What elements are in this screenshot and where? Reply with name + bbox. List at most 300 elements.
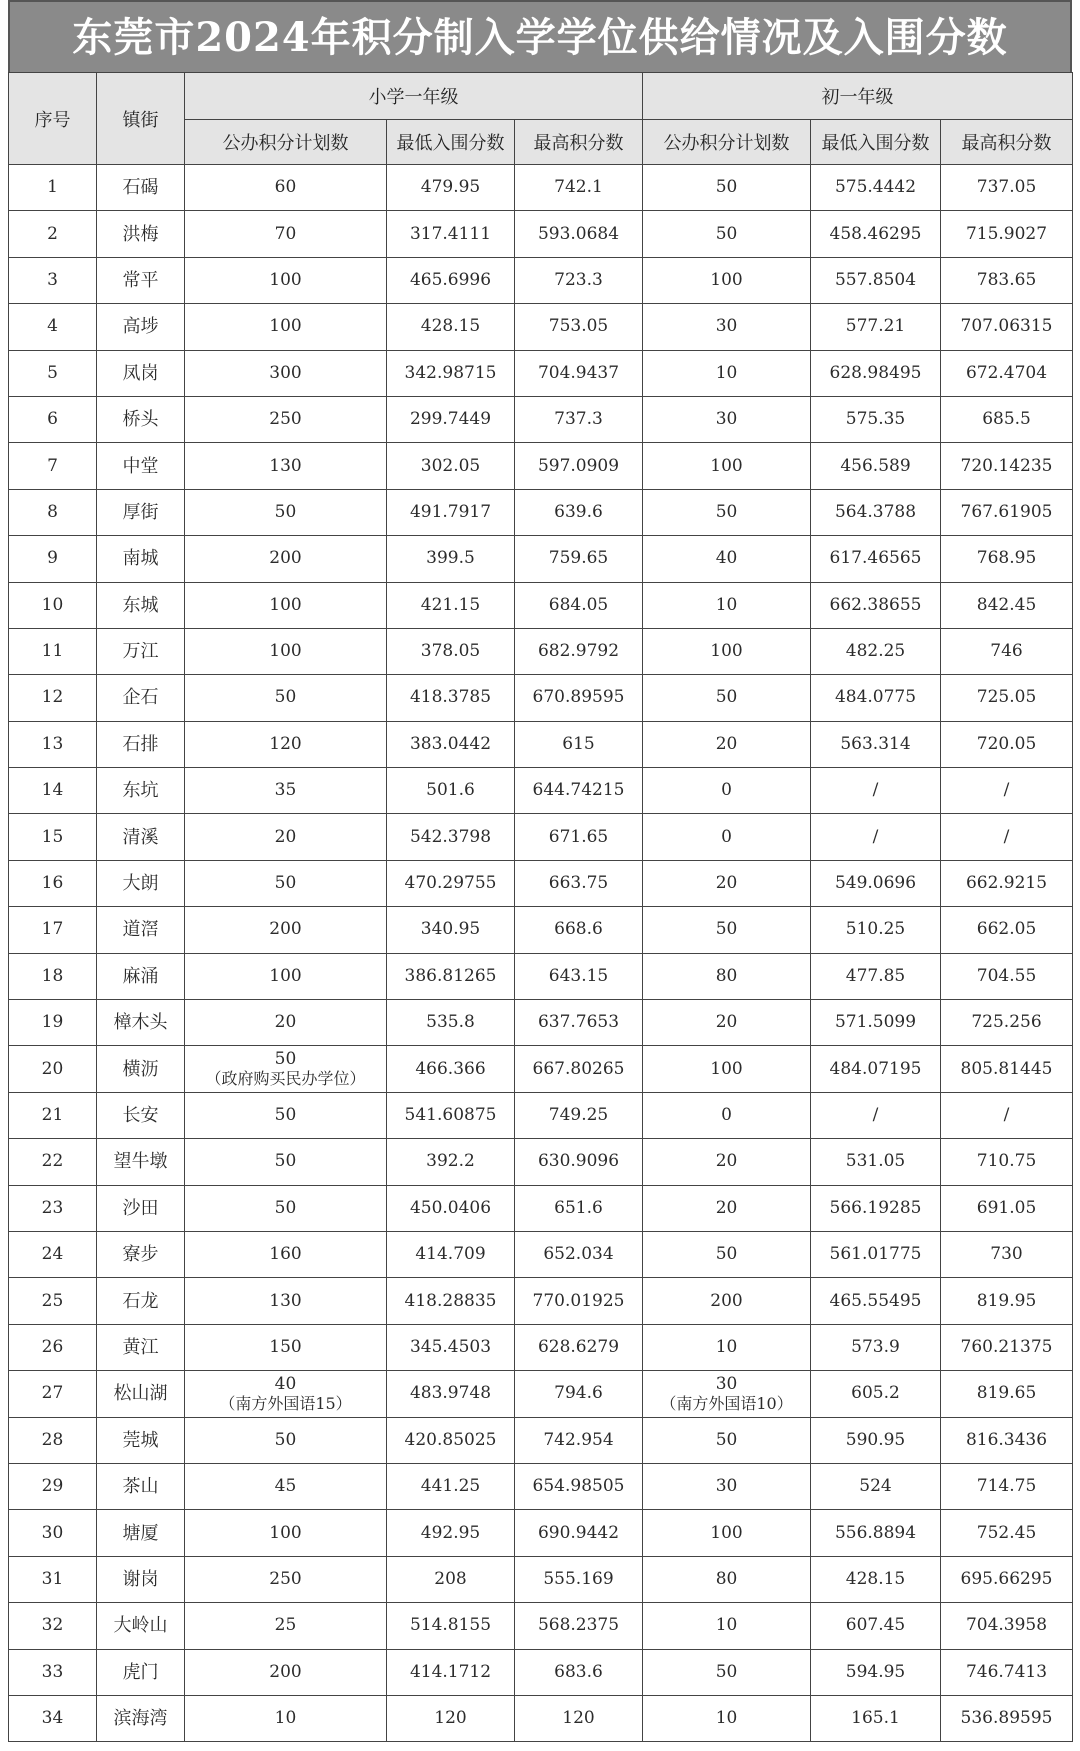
cell-primary-min bbox=[387, 907, 515, 953]
cell-index bbox=[9, 1324, 97, 1370]
cell-primary-max-value: 593.0684 bbox=[537, 223, 620, 244]
cell-index-value: 14 bbox=[41, 780, 64, 801]
cell-primary-plan bbox=[185, 768, 387, 814]
cell-junior-min bbox=[811, 1185, 941, 1231]
cell-junior-plan-value: 20 bbox=[715, 733, 738, 754]
cell-town bbox=[97, 396, 185, 442]
cell-town-value: 横沥 bbox=[122, 1058, 159, 1080]
cell-primary-max bbox=[515, 1046, 643, 1092]
cell-junior-max-value: 685.5 bbox=[982, 409, 1031, 430]
cell-junior-min-value: 571.5099 bbox=[834, 1012, 917, 1033]
table-row bbox=[9, 860, 1073, 906]
cell-primary-min-value: 501.6 bbox=[426, 780, 475, 801]
cell-primary-plan bbox=[185, 1510, 387, 1556]
cell-index-value: 30 bbox=[41, 1522, 64, 1543]
cell-primary-min-value: 465.6996 bbox=[409, 269, 492, 290]
cell-junior-min bbox=[811, 536, 941, 582]
cell-index-value: 17 bbox=[41, 919, 64, 940]
cell-town bbox=[97, 1278, 185, 1324]
cell-town-value: 洪梅 bbox=[122, 223, 159, 245]
cell-junior-plan bbox=[643, 860, 811, 906]
cell-primary-max-value: 630.9096 bbox=[537, 1151, 620, 1172]
cell-town-value: 万江 bbox=[122, 641, 159, 663]
cell-primary-plan bbox=[185, 1185, 387, 1231]
cell-town-value: 道滘 bbox=[122, 919, 159, 941]
cell-primary-plan-value: 100 bbox=[269, 269, 302, 290]
cell-junior-min bbox=[811, 1649, 941, 1695]
cell-town-value: 南城 bbox=[122, 548, 159, 570]
cell-index-value: 13 bbox=[41, 733, 64, 754]
cell-primary-min bbox=[387, 1371, 515, 1417]
cell-junior-plan-value: 100 bbox=[710, 641, 743, 662]
cell-junior-plan bbox=[643, 1556, 811, 1602]
cell-primary-plan bbox=[185, 1649, 387, 1695]
cell-index-value: 29 bbox=[41, 1476, 64, 1497]
cell-junior-min bbox=[811, 582, 941, 628]
cell-primary-min bbox=[387, 489, 515, 535]
cell-junior-max bbox=[941, 1417, 1073, 1463]
cell-primary-min bbox=[387, 1510, 515, 1556]
cell-primary-plan bbox=[185, 1231, 387, 1277]
table-row bbox=[9, 953, 1073, 999]
cell-junior-min-value: 594.95 bbox=[845, 1661, 906, 1682]
cell-junior-plan bbox=[643, 396, 811, 442]
cell-junior-min bbox=[811, 814, 941, 860]
cell-town-value: 望牛墩 bbox=[113, 1151, 168, 1173]
cell-primary-min-value: 414.709 bbox=[415, 1244, 486, 1265]
cell-town bbox=[97, 582, 185, 628]
cell-junior-plan bbox=[643, 1000, 811, 1046]
table-row bbox=[9, 1463, 1073, 1509]
cell-primary-min-value: 542.3798 bbox=[409, 826, 492, 847]
cell-town-value: 桥头 bbox=[122, 409, 159, 431]
cell-primary-min-value: 418.28835 bbox=[404, 1290, 497, 1311]
cell-index-value: 26 bbox=[41, 1336, 64, 1357]
cell-junior-max-value: 746 bbox=[990, 641, 1023, 662]
cell-town bbox=[97, 907, 185, 953]
cell-index bbox=[9, 768, 97, 814]
cell-primary-max bbox=[515, 628, 643, 674]
cell-index bbox=[9, 582, 97, 628]
cell-junior-plan bbox=[643, 721, 811, 767]
cell-primary-plan bbox=[185, 814, 387, 860]
cell-index bbox=[9, 165, 97, 211]
cell-junior-plan-value: 80 bbox=[715, 965, 738, 986]
table-row bbox=[9, 257, 1073, 303]
cell-town-value: 高埗 bbox=[122, 316, 159, 338]
cell-junior-min bbox=[811, 1324, 941, 1370]
cell-junior-max bbox=[941, 1463, 1073, 1509]
cell-junior-plan bbox=[643, 628, 811, 674]
cell-primary-plan-value: 50 bbox=[274, 687, 297, 708]
cell-primary-plan-value: 130 bbox=[269, 1290, 302, 1311]
cell-town bbox=[97, 257, 185, 303]
cell-primary-min bbox=[387, 1695, 515, 1741]
cell-junior-max bbox=[941, 165, 1073, 211]
cell-primary-min bbox=[387, 1463, 515, 1509]
cell-junior-plan-value: 100 bbox=[710, 455, 743, 476]
cell-town bbox=[97, 1046, 185, 1092]
cell-index bbox=[9, 304, 97, 350]
cell-town bbox=[97, 489, 185, 535]
cell-junior-plan bbox=[643, 768, 811, 814]
cell-primary-max-value: 683.6 bbox=[554, 1661, 603, 1682]
cell-primary-plan-value: 130 bbox=[269, 455, 302, 476]
cell-primary-plan bbox=[185, 1324, 387, 1370]
cell-primary-min bbox=[387, 350, 515, 396]
cell-junior-min bbox=[811, 1046, 941, 1092]
cell-primary-min bbox=[387, 1278, 515, 1324]
cell-index-value: 24 bbox=[41, 1244, 64, 1265]
cell-index-value: 34 bbox=[41, 1708, 64, 1729]
cell-index bbox=[9, 396, 97, 442]
cell-primary-plan bbox=[185, 721, 387, 767]
cell-primary-min bbox=[387, 165, 515, 211]
cell-primary-max bbox=[515, 489, 643, 535]
cell-primary-min-value: 450.0406 bbox=[409, 1197, 492, 1218]
cell-primary-max bbox=[515, 721, 643, 767]
cell-junior-plan bbox=[643, 1046, 811, 1092]
cell-junior-max bbox=[941, 257, 1073, 303]
cell-primary-max bbox=[515, 953, 643, 999]
cell-junior-max-value: / bbox=[1003, 826, 1010, 847]
cell-primary-plan bbox=[185, 536, 387, 582]
cell-junior-max-value: 730 bbox=[990, 1244, 1023, 1265]
cell-primary-max-value: 794.6 bbox=[554, 1383, 603, 1404]
cell-primary-plan bbox=[185, 1695, 387, 1741]
cell-primary-min-value: 392.2 bbox=[426, 1151, 475, 1172]
cell-index bbox=[9, 1603, 97, 1649]
cell-primary-plan bbox=[185, 953, 387, 999]
cell-town bbox=[97, 443, 185, 489]
cell-junior-min-value: 607.45 bbox=[845, 1615, 906, 1636]
cell-junior-plan-value: 30 bbox=[715, 316, 738, 337]
cell-junior-max-value: 536.89595 bbox=[960, 1708, 1053, 1729]
cell-index-value: 18 bbox=[41, 965, 64, 986]
table-row bbox=[9, 211, 1073, 257]
table-row bbox=[9, 1510, 1073, 1556]
cell-junior-max bbox=[941, 1695, 1073, 1741]
cell-junior-max bbox=[941, 211, 1073, 257]
cell-primary-min-value: 414.1712 bbox=[409, 1661, 492, 1682]
cell-junior-max bbox=[941, 1510, 1073, 1556]
cell-junior-min-value: 477.85 bbox=[845, 965, 906, 986]
cell-junior-min-value: 557.8504 bbox=[834, 269, 917, 290]
cell-junior-plan-value: 50 bbox=[715, 919, 738, 940]
cell-primary-plan-value: 100 bbox=[269, 316, 302, 337]
cell-primary-max-value: 597.0909 bbox=[537, 455, 620, 476]
cell-primary-plan bbox=[185, 489, 387, 535]
cell-junior-min-value: 662.38655 bbox=[829, 594, 922, 615]
header-primary-plan: 公办积分计划数 bbox=[185, 120, 387, 165]
cell-town bbox=[97, 953, 185, 999]
cell-primary-plan-value: 35 bbox=[274, 780, 297, 801]
cell-junior-plan bbox=[643, 582, 811, 628]
cell-primary-min-value: 208 bbox=[434, 1568, 467, 1589]
cell-junior-plan bbox=[643, 1695, 811, 1741]
cell-index-value: 19 bbox=[41, 1012, 64, 1033]
cell-primary-max-value: 568.2375 bbox=[537, 1615, 620, 1636]
cell-town bbox=[97, 1510, 185, 1556]
cell-primary-plan-value: 160 bbox=[269, 1244, 302, 1265]
cell-primary-plan-value: 50 bbox=[274, 1197, 297, 1218]
cell-primary-plan-value: 100 bbox=[269, 1522, 302, 1543]
cell-junior-max bbox=[941, 1231, 1073, 1277]
cell-primary-min bbox=[387, 1231, 515, 1277]
cell-index bbox=[9, 1278, 97, 1324]
cell-junior-min-value: 465.55495 bbox=[829, 1290, 922, 1311]
cell-junior-max-value: 695.66295 bbox=[960, 1568, 1053, 1589]
cell-junior-min-value: / bbox=[872, 780, 879, 801]
cell-primary-min-value: 514.8155 bbox=[409, 1615, 492, 1636]
cell-town-value: 沙田 bbox=[122, 1197, 159, 1219]
table-row bbox=[9, 536, 1073, 582]
cell-town-value: 东城 bbox=[122, 594, 159, 616]
cell-index bbox=[9, 211, 97, 257]
cell-junior-min-value: / bbox=[872, 826, 879, 847]
cell-junior-max bbox=[941, 721, 1073, 767]
cell-junior-plan-value: 10 bbox=[715, 1615, 738, 1636]
cell-index-value: 10 bbox=[41, 594, 64, 615]
cell-primary-min-value: 483.9748 bbox=[409, 1383, 492, 1404]
cell-primary-max-value: 654.98505 bbox=[532, 1476, 625, 1497]
cell-primary-min-value: 420.85025 bbox=[404, 1429, 497, 1450]
cell-junior-max-value: 842.45 bbox=[976, 594, 1037, 615]
cell-primary-min-value: 479.95 bbox=[420, 177, 481, 198]
cell-primary-max-value: 555.169 bbox=[543, 1568, 614, 1589]
cell-index-value: 1 bbox=[47, 177, 58, 198]
cell-junior-plan-value: 50 bbox=[715, 1429, 738, 1450]
cell-town-value: 石碣 bbox=[122, 177, 159, 199]
cell-junior-max bbox=[941, 536, 1073, 582]
cell-junior-max-value: 704.3958 bbox=[965, 1615, 1048, 1636]
cell-town bbox=[97, 1603, 185, 1649]
cell-junior-min bbox=[811, 1371, 941, 1417]
cell-primary-plan bbox=[185, 257, 387, 303]
cell-index bbox=[9, 860, 97, 906]
table-row bbox=[9, 165, 1073, 211]
cell-junior-plan bbox=[643, 675, 811, 721]
cell-primary-max bbox=[515, 1092, 643, 1138]
cell-index-value: 6 bbox=[47, 409, 58, 430]
cell-index-value: 5 bbox=[47, 362, 58, 383]
cell-town bbox=[97, 1231, 185, 1277]
cell-primary-plan-value: 200 bbox=[269, 919, 302, 940]
cell-junior-max-value: 783.65 bbox=[976, 269, 1037, 290]
cell-junior-plan-value: 30 bbox=[715, 409, 738, 430]
cell-junior-max-value: 767.61905 bbox=[960, 501, 1053, 522]
cell-junior-plan-value: 0 bbox=[721, 1105, 732, 1125]
cell-junior-min bbox=[811, 1463, 941, 1509]
table-row bbox=[9, 350, 1073, 396]
cell-primary-plan bbox=[185, 1371, 387, 1417]
cell-junior-max bbox=[941, 1046, 1073, 1092]
cell-town-value: 虎门 bbox=[122, 1661, 159, 1683]
cell-primary-min bbox=[387, 1417, 515, 1463]
cell-town-value: 黄江 bbox=[122, 1336, 159, 1358]
table-body bbox=[9, 165, 1073, 1742]
cell-primary-min-value: 317.4111 bbox=[409, 223, 492, 244]
cell-junior-min-value: 484.07195 bbox=[829, 1058, 922, 1079]
admission-score-table bbox=[8, 72, 1073, 1742]
cell-junior-max-value: 707.06315 bbox=[960, 316, 1053, 337]
cell-junior-min-value: 575.4442 bbox=[834, 177, 917, 198]
cell-index bbox=[9, 1556, 97, 1602]
cell-junior-min bbox=[811, 443, 941, 489]
cell-junior-min-value: 165.1 bbox=[851, 1708, 900, 1729]
cell-junior-plan bbox=[643, 1510, 811, 1556]
cell-junior-plan-value: 50 bbox=[715, 177, 738, 198]
cell-junior-plan-value: 0 bbox=[721, 826, 732, 847]
cell-primary-min bbox=[387, 257, 515, 303]
cell-index-value: 23 bbox=[41, 1197, 64, 1218]
cell-index bbox=[9, 907, 97, 953]
header-primary-min: 最低入围分数 bbox=[387, 120, 515, 165]
cell-junior-plan-value: 10 bbox=[715, 362, 738, 383]
cell-town bbox=[97, 1695, 185, 1741]
cell-primary-max-value: 652.034 bbox=[543, 1244, 614, 1265]
cell-index bbox=[9, 1000, 97, 1046]
cell-primary-max bbox=[515, 1603, 643, 1649]
table-row bbox=[9, 1000, 1073, 1046]
cell-town-value: 寮步 bbox=[122, 1244, 159, 1266]
cell-index bbox=[9, 1371, 97, 1417]
cell-primary-plan-value: 300 bbox=[269, 362, 302, 383]
cell-junior-min-value: 531.05 bbox=[845, 1151, 906, 1172]
cell-town-value: 大朗 bbox=[122, 873, 159, 895]
cell-junior-min-value: 563.314 bbox=[840, 733, 911, 754]
cell-junior-min bbox=[811, 396, 941, 442]
cell-junior-min-value: 428.15 bbox=[845, 1568, 906, 1589]
cell-primary-min bbox=[387, 1603, 515, 1649]
cell-junior-plan bbox=[643, 257, 811, 303]
cell-junior-min-value: 564.3788 bbox=[834, 501, 917, 522]
table-row bbox=[9, 1278, 1073, 1324]
cell-junior-max-value: 691.05 bbox=[976, 1197, 1037, 1218]
cell-town-value: 厚街 bbox=[122, 501, 159, 523]
cell-junior-min bbox=[811, 860, 941, 906]
cell-junior-max-value: / bbox=[1003, 1105, 1010, 1125]
cell-primary-max-value: 742.1 bbox=[554, 177, 603, 198]
cell-junior-min-value: 561.01775 bbox=[829, 1244, 922, 1265]
cell-primary-min-value: 302.05 bbox=[420, 455, 481, 476]
cell-junior-plan bbox=[643, 350, 811, 396]
table-row bbox=[9, 721, 1073, 767]
cell-primary-plan-value: 20 bbox=[274, 1012, 297, 1033]
cell-junior-plan-value: 50 bbox=[715, 687, 738, 708]
cell-primary-plan-value: 50 bbox=[274, 1049, 297, 1070]
cell-primary-plan-value: 50 bbox=[274, 1105, 297, 1125]
table-row bbox=[9, 1649, 1073, 1695]
cell-primary-max bbox=[515, 582, 643, 628]
cell-index bbox=[9, 1046, 97, 1092]
cell-index bbox=[9, 1510, 97, 1556]
cell-index-value: 12 bbox=[41, 687, 64, 708]
cell-town-value: 企石 bbox=[122, 687, 159, 709]
cell-primary-max bbox=[515, 768, 643, 814]
cell-junior-min bbox=[811, 628, 941, 674]
cell-junior-min-value: / bbox=[872, 1105, 879, 1125]
cell-junior-plan bbox=[643, 1231, 811, 1277]
cell-primary-min-value: 386.81265 bbox=[404, 965, 497, 986]
cell-primary-min-value: 342.98715 bbox=[404, 362, 497, 383]
cell-junior-min-value: 482.25 bbox=[845, 641, 906, 662]
table-row bbox=[9, 582, 1073, 628]
cell-junior-min-value: 458.46295 bbox=[829, 223, 922, 244]
cell-junior-min bbox=[811, 304, 941, 350]
table-row bbox=[9, 1324, 1073, 1370]
cell-primary-max-value: 671.65 bbox=[548, 826, 609, 847]
cell-town-value: 长安 bbox=[122, 1105, 159, 1126]
header-junior-max: 最高积分数 bbox=[941, 120, 1073, 165]
cell-primary-plan-value: 50 bbox=[274, 1151, 297, 1172]
cell-junior-plan-value: 10 bbox=[715, 1708, 738, 1729]
cell-primary-plan-value: 100 bbox=[269, 965, 302, 986]
cell-primary-min bbox=[387, 396, 515, 442]
cell-index-value: 32 bbox=[41, 1615, 64, 1636]
cell-town bbox=[97, 1649, 185, 1695]
header-junior-min: 最低入围分数 bbox=[811, 120, 941, 165]
cell-primary-min-value: 399.5 bbox=[426, 548, 475, 569]
cell-index-value: 22 bbox=[41, 1151, 64, 1172]
cell-town-value: 东坑 bbox=[122, 780, 159, 802]
cell-primary-min bbox=[387, 953, 515, 999]
table-row bbox=[9, 396, 1073, 442]
cell-primary-min-value: 491.7917 bbox=[409, 501, 492, 522]
cell-primary-max bbox=[515, 1649, 643, 1695]
cell-primary-max bbox=[515, 907, 643, 953]
cell-index bbox=[9, 1417, 97, 1463]
cell-junior-plan-value: 80 bbox=[715, 1568, 738, 1589]
table-row bbox=[9, 1371, 1073, 1417]
cell-junior-max bbox=[941, 489, 1073, 535]
cell-town bbox=[97, 675, 185, 721]
cell-index bbox=[9, 257, 97, 303]
cell-primary-plan bbox=[185, 907, 387, 953]
cell-junior-plan-value: 20 bbox=[715, 1197, 738, 1218]
cell-index bbox=[9, 489, 97, 535]
cell-primary-max-value: 704.9437 bbox=[537, 362, 620, 383]
cell-primary-plan-value: 70 bbox=[274, 223, 297, 244]
cell-primary-max bbox=[515, 860, 643, 906]
cell-junior-max-value: 725.256 bbox=[971, 1012, 1042, 1033]
cell-primary-max bbox=[515, 1463, 643, 1509]
cell-primary-min-value: 378.05 bbox=[420, 641, 481, 662]
cell-primary-plan bbox=[185, 304, 387, 350]
cell-primary-min bbox=[387, 443, 515, 489]
cell-junior-max-value: 662.05 bbox=[976, 919, 1037, 940]
cell-primary-plan bbox=[185, 1000, 387, 1046]
cell-junior-min bbox=[811, 489, 941, 535]
cell-junior-max bbox=[941, 1278, 1073, 1324]
cell-primary-max bbox=[515, 814, 643, 860]
table-row bbox=[9, 304, 1073, 350]
cell-primary-min-value: 299.7449 bbox=[409, 409, 492, 430]
cell-primary-max-value: 628.6279 bbox=[537, 1336, 620, 1357]
cell-junior-max-value: 710.75 bbox=[976, 1151, 1037, 1172]
cell-junior-plan bbox=[643, 1324, 811, 1370]
cell-junior-plan bbox=[643, 1139, 811, 1185]
cell-junior-max-value: 725.05 bbox=[976, 687, 1037, 708]
header-junior-plan: 公办积分计划数 bbox=[643, 120, 811, 165]
cell-primary-plan-note: （政府购买民办学位） bbox=[205, 1069, 366, 1089]
cell-primary-max bbox=[515, 304, 643, 350]
cell-primary-plan-value: 40 bbox=[274, 1373, 297, 1394]
cell-primary-max bbox=[515, 396, 643, 442]
cell-junior-min-value: 484.0775 bbox=[834, 687, 917, 708]
cell-primary-max bbox=[515, 1231, 643, 1277]
cell-primary-plan-value: 10 bbox=[274, 1708, 297, 1729]
